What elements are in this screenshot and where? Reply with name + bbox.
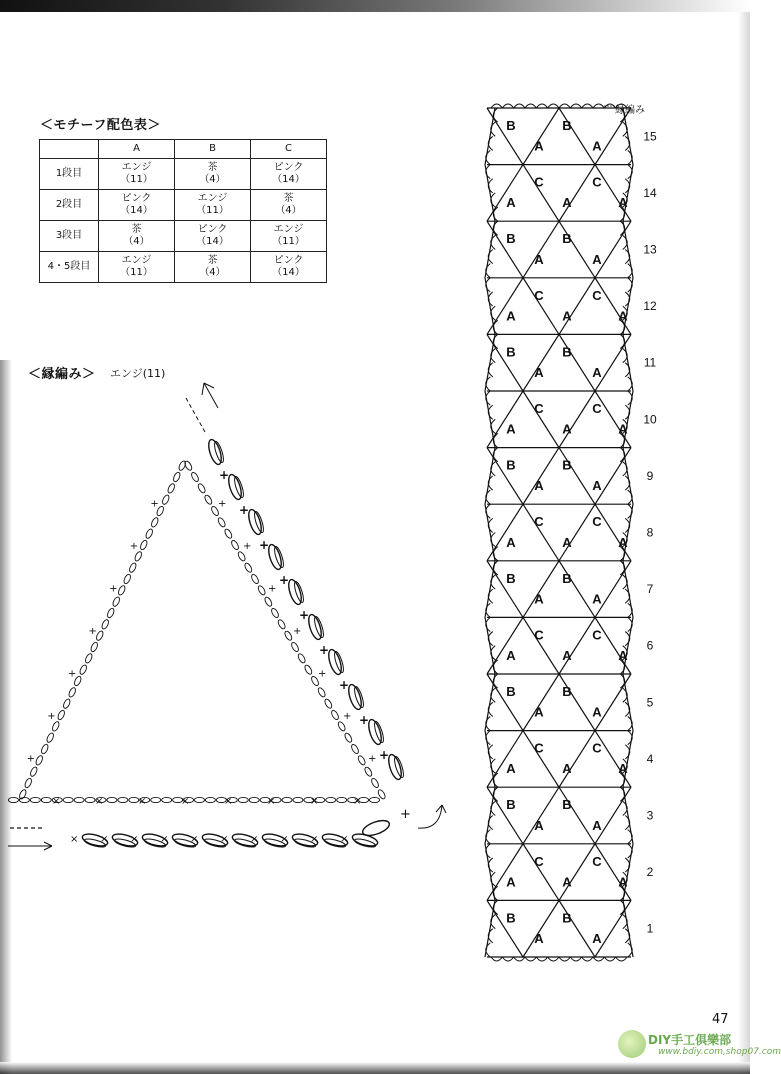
cross-stitch: + bbox=[293, 626, 302, 637]
cross-stitch: × bbox=[160, 834, 169, 845]
color-name: エンジ bbox=[273, 224, 304, 235]
cross-stitch: + bbox=[67, 668, 77, 680]
cross-stitch: × bbox=[138, 796, 147, 807]
color-table-title: ＜モチーフ配色表＞ bbox=[40, 118, 161, 133]
single-crochet: + bbox=[359, 713, 370, 727]
row-number: 9 bbox=[646, 468, 654, 483]
single-crochet: + bbox=[219, 468, 230, 482]
triangle-letter: A bbox=[618, 421, 628, 437]
row-number: 6 bbox=[646, 638, 654, 653]
triangle-letter: A bbox=[592, 138, 602, 154]
triangle-letter: A bbox=[592, 704, 602, 720]
triangle-letter: C bbox=[592, 514, 602, 530]
color-number: （4） bbox=[199, 174, 226, 185]
color-name: ピンク bbox=[121, 193, 152, 204]
row-number: 14 bbox=[643, 185, 657, 200]
cross-stitch: × bbox=[267, 796, 276, 807]
cross-stitch: + bbox=[268, 583, 277, 595]
strip-triangle-edges bbox=[487, 165, 631, 222]
triangle-letter: A bbox=[506, 874, 516, 890]
strip-triangle-edges bbox=[487, 617, 631, 674]
cross-stitch: + bbox=[109, 583, 118, 595]
triangle-letter: C bbox=[592, 401, 602, 416]
cross-stitch: × bbox=[310, 834, 319, 845]
triangle-letter: A bbox=[562, 421, 572, 437]
watermark-logo-icon bbox=[618, 1030, 646, 1058]
triangle-letter: B bbox=[506, 344, 516, 360]
triangle-letter: C bbox=[534, 401, 544, 416]
triangle-letter: A bbox=[562, 308, 572, 324]
watermark-main-text: DIY手工俱樂部 bbox=[648, 1033, 732, 1047]
single-crochet: + bbox=[379, 748, 390, 762]
triangle-letter: C bbox=[534, 853, 544, 869]
triangle-letter: B bbox=[562, 231, 572, 247]
cross-stitch: × bbox=[250, 834, 259, 845]
strip-triangle-edges bbox=[487, 787, 631, 844]
single-crochet: + bbox=[279, 573, 290, 587]
row-number: 5 bbox=[646, 695, 654, 710]
cross-stitch: × bbox=[224, 796, 233, 807]
row-label: 3段目 bbox=[40, 221, 99, 252]
strip-triangle-edges bbox=[487, 391, 631, 448]
strip-triangle-edges bbox=[487, 448, 631, 505]
color-number: （11） bbox=[120, 267, 153, 278]
cross-stitch: × bbox=[52, 796, 61, 807]
triangle-letter: A bbox=[506, 308, 516, 324]
single-crochet: + bbox=[259, 538, 270, 552]
page-number: 47 bbox=[712, 1012, 729, 1027]
triangle-letter: A bbox=[592, 591, 602, 607]
triangle-letter: C bbox=[534, 740, 544, 756]
color-name: ピンク bbox=[273, 255, 304, 266]
cross-stitch: + bbox=[26, 753, 36, 765]
color-name: ピンク bbox=[197, 224, 228, 235]
color-number: （11） bbox=[120, 174, 153, 185]
row-number: 1 bbox=[646, 921, 654, 936]
triangle-letter: C bbox=[592, 174, 602, 190]
triangle-letter: C bbox=[534, 174, 544, 190]
row-number: 12 bbox=[643, 299, 657, 314]
triangle-letter: A bbox=[618, 195, 628, 211]
triangle-letter: B bbox=[562, 344, 572, 360]
row-number: 2 bbox=[646, 865, 654, 880]
row-number: 10 bbox=[643, 412, 657, 427]
strip-triangle-edges bbox=[487, 278, 631, 335]
color-number: （4） bbox=[275, 205, 302, 216]
strip-triangle-edges bbox=[487, 334, 631, 391]
color-number: （4） bbox=[199, 267, 226, 278]
triangle-letter: C bbox=[592, 853, 602, 869]
header-cell: C bbox=[251, 140, 327, 159]
triangle-letter: A bbox=[534, 365, 544, 380]
cross-stitch: × bbox=[220, 834, 229, 845]
strip-triangle-edges bbox=[487, 844, 631, 901]
color-number: （14） bbox=[272, 267, 305, 278]
cross-stitch: + bbox=[368, 753, 377, 765]
triangle-letter: A bbox=[618, 648, 628, 663]
triangle-letter: A bbox=[592, 478, 602, 494]
row-number: 4 bbox=[646, 751, 654, 766]
strip-triangle-edges bbox=[487, 108, 631, 165]
color-name: エンジ bbox=[197, 193, 228, 204]
triangle-letter: C bbox=[592, 627, 602, 643]
triangle-letter: C bbox=[534, 287, 544, 303]
single-crochet: + bbox=[319, 643, 330, 657]
color-name: 茶 bbox=[131, 224, 142, 235]
single-crochet: + bbox=[400, 807, 411, 822]
color-name: 茶 bbox=[207, 162, 218, 173]
triangle-letter: B bbox=[506, 910, 516, 926]
triangle-letter: B bbox=[562, 684, 572, 699]
triangle-letter: C bbox=[592, 287, 602, 303]
triangle-letter: A bbox=[618, 761, 628, 777]
triangle-letter: A bbox=[592, 931, 602, 946]
triangle-letter: A bbox=[562, 195, 572, 211]
triangle-letter: A bbox=[506, 421, 516, 437]
triangle-letter: B bbox=[562, 457, 572, 473]
color-number: （14） bbox=[120, 205, 153, 216]
triangle-letter: B bbox=[506, 457, 516, 473]
triangle-letter: C bbox=[534, 627, 544, 643]
triangle-letter: C bbox=[592, 740, 602, 756]
triangle-letter: B bbox=[562, 118, 572, 133]
triangle-letter: A bbox=[506, 534, 516, 550]
strip-triangle-edges bbox=[487, 900, 631, 957]
triangle-letter: A bbox=[592, 365, 602, 380]
single-crochet: + bbox=[339, 678, 350, 692]
cross-stitch: × bbox=[280, 834, 289, 845]
cross-stitch: × bbox=[353, 796, 362, 807]
color-number: （14） bbox=[272, 174, 305, 185]
cross-stitch: + bbox=[47, 711, 56, 722]
triangle-letter: A bbox=[506, 648, 516, 663]
triangle-letter: B bbox=[506, 118, 516, 133]
cross-stitch: + bbox=[218, 498, 227, 510]
color-name: エンジ bbox=[121, 162, 152, 173]
strip-triangle-edges bbox=[487, 561, 631, 618]
cross-stitch: × bbox=[70, 834, 79, 845]
triangle-letter: B bbox=[506, 570, 516, 586]
strip-triangle-edges bbox=[487, 504, 631, 561]
strip-triangle-edges bbox=[487, 221, 631, 278]
row-number: 3 bbox=[646, 808, 654, 823]
triangle-letter: A bbox=[534, 251, 544, 267]
triangle-letter: A bbox=[618, 534, 628, 550]
color-number: （11） bbox=[272, 236, 305, 247]
row-label: 2段目 bbox=[40, 190, 99, 221]
header-cell: B bbox=[175, 140, 251, 159]
motif-strip-group bbox=[485, 104, 657, 961]
edge-label: 縁編み bbox=[615, 105, 645, 116]
triangle-letter: A bbox=[562, 874, 572, 890]
edging-color-note: エンジ(11) bbox=[110, 367, 166, 380]
triangle-letter: C bbox=[534, 514, 544, 530]
cross-stitch: × bbox=[95, 796, 104, 807]
triangle-letter: A bbox=[562, 534, 572, 550]
cross-stitch: + bbox=[88, 626, 97, 637]
triangle-letter: A bbox=[618, 874, 628, 890]
color-number: （14） bbox=[196, 236, 229, 247]
edging-title: ＜縁編み＞ bbox=[28, 367, 96, 382]
triangle-letter: A bbox=[592, 817, 602, 833]
row-label: 4・5段目 bbox=[40, 252, 99, 283]
single-crochet: + bbox=[299, 608, 310, 622]
cross-stitch: × bbox=[181, 796, 190, 807]
triangle-letter: B bbox=[562, 797, 572, 813]
cross-stitch: + bbox=[129, 541, 139, 552]
cross-stitch: + bbox=[343, 711, 352, 722]
color-name: エンジ bbox=[121, 255, 152, 266]
row-number: 7 bbox=[646, 582, 654, 597]
triangle-letter: A bbox=[534, 704, 544, 720]
triangle-letter: A bbox=[534, 478, 544, 494]
triangle-letter: A bbox=[506, 195, 516, 211]
color-name: 茶 bbox=[283, 193, 294, 204]
triangle-letter: A bbox=[534, 138, 544, 154]
header-cell: A bbox=[99, 140, 175, 159]
color-number: （11） bbox=[196, 205, 229, 216]
strip-triangle-edges bbox=[487, 731, 631, 788]
row-number: 15 bbox=[643, 129, 657, 144]
cross-stitch: × bbox=[190, 834, 199, 845]
row-number: 13 bbox=[643, 242, 657, 257]
cross-stitch: × bbox=[310, 796, 319, 807]
watermark-sub-text: www.bdiy.com,shop07.com bbox=[658, 1047, 781, 1057]
triangle-letter: B bbox=[506, 797, 516, 813]
triangle-letter: B bbox=[506, 684, 516, 699]
cross-stitch: + bbox=[243, 541, 252, 552]
cross-stitch: + bbox=[150, 498, 159, 510]
triangle-letter: A bbox=[562, 761, 572, 777]
color-number: （4） bbox=[123, 236, 150, 247]
cross-stitch: × bbox=[340, 834, 349, 845]
color-name: ピンク bbox=[273, 162, 304, 173]
triangle-letter: A bbox=[534, 931, 544, 946]
single-crochet: + bbox=[239, 503, 250, 517]
cross-stitch: + bbox=[318, 668, 327, 680]
triangle-letter: A bbox=[534, 591, 544, 607]
triangle-letter: B bbox=[506, 231, 516, 247]
triangle-letter: A bbox=[534, 817, 544, 833]
row-number: 8 bbox=[646, 525, 654, 540]
triangle-letter: A bbox=[618, 308, 628, 324]
cross-stitch: × bbox=[100, 834, 109, 845]
triangle-letter: B bbox=[562, 570, 572, 586]
watermark bbox=[618, 1028, 781, 1068]
triangle-letter: A bbox=[592, 251, 602, 267]
row-label: 1段目 bbox=[40, 159, 99, 190]
triangle-letter: A bbox=[506, 761, 516, 777]
color-name: 茶 bbox=[207, 255, 218, 266]
strip-triangle-edges bbox=[487, 674, 631, 731]
row-number: 11 bbox=[643, 355, 657, 370]
cross-stitch: × bbox=[130, 834, 139, 845]
triangle-letter: A bbox=[562, 648, 572, 663]
triangle-letter: B bbox=[562, 910, 572, 926]
